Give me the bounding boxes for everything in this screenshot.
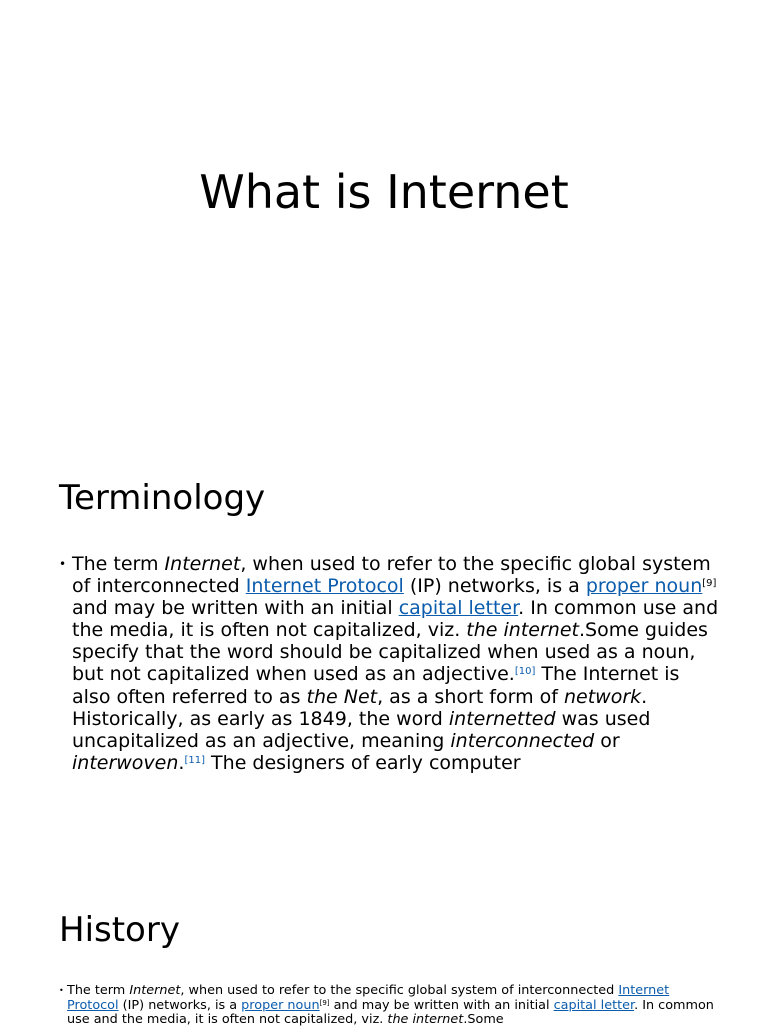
italic-term: Internet <box>164 553 241 575</box>
text-run: (IP) networks, is a <box>118 997 242 1013</box>
history-heading: History <box>59 910 180 950</box>
bullet-marker: • <box>59 557 67 571</box>
italic-term: Internet <box>129 983 181 998</box>
text-run: , as a short form of <box>377 685 564 708</box>
text-run: and may be written with an initial <box>72 597 399 620</box>
italic-term: the Net <box>306 685 378 708</box>
link-internet-protocol[interactable]: Internet Protocol <box>67 983 670 1013</box>
text-run: (IP) networks, is a <box>403 575 586 598</box>
text-run: was used uncapitalized as an adjective, meaning <box>72 707 651 752</box>
text-run: . <box>178 751 185 774</box>
slide-title: What is Internet <box>199 165 569 219</box>
link-proper-noun[interactable]: proper noun <box>585 575 703 598</box>
reference-10[interactable]: [10] <box>514 666 536 678</box>
text-run: . In common use and the media, it is often not capitalized, viz. <box>72 597 719 642</box>
text-run: . In common use and the media, it is often not capitalized, viz. <box>67 997 714 1028</box>
terminology-paragraph <box>59 553 719 774</box>
italic-term: interconnected <box>450 729 595 752</box>
italic-term: network <box>564 685 642 708</box>
terminology-body <box>59 553 719 774</box>
reference-9[interactable]: [9] <box>702 578 717 590</box>
text-run: . Historically, as early as 1849, the word <box>72 685 648 730</box>
text-run: .Some guides specify that the word should be capitalized when used as a noun, but not capitalized when used as an adjective. <box>72 619 708 686</box>
text-run: , when used to refer to the specific global system of interconnected <box>180 983 619 998</box>
italic-term: the internet <box>387 1012 464 1028</box>
italic-term: interwoven <box>72 751 179 774</box>
text-run: The term <box>72 553 165 575</box>
italic-term: the internet <box>466 619 579 642</box>
link-capital-letter[interactable]: capital letter <box>398 597 519 620</box>
history-paragraph <box>59 984 719 1028</box>
link-internet-protocol[interactable]: Internet Protocol <box>245 575 404 598</box>
text-run: and may be written with an initial <box>329 997 554 1013</box>
reference-11[interactable]: [11] <box>184 754 205 766</box>
text-run: , when used to refer to the specific global system of interconnected <box>72 553 711 598</box>
history-body <box>59 984 719 1028</box>
link-proper-noun[interactable]: proper noun <box>241 997 320 1013</box>
terminology-heading: Terminology <box>59 478 266 518</box>
text-run: or <box>594 729 620 752</box>
italic-term: internetted <box>448 707 556 730</box>
text-run: The term <box>67 983 130 998</box>
bullet-marker: • <box>59 986 64 995</box>
text-run: The designers of early computer <box>205 751 521 774</box>
text-run: .Some <box>463 1012 504 1028</box>
reference-9[interactable]: [9] <box>319 998 330 1007</box>
text-run: The Internet is also often referred to as <box>72 663 680 708</box>
link-capital-letter[interactable]: capital letter <box>553 997 635 1013</box>
